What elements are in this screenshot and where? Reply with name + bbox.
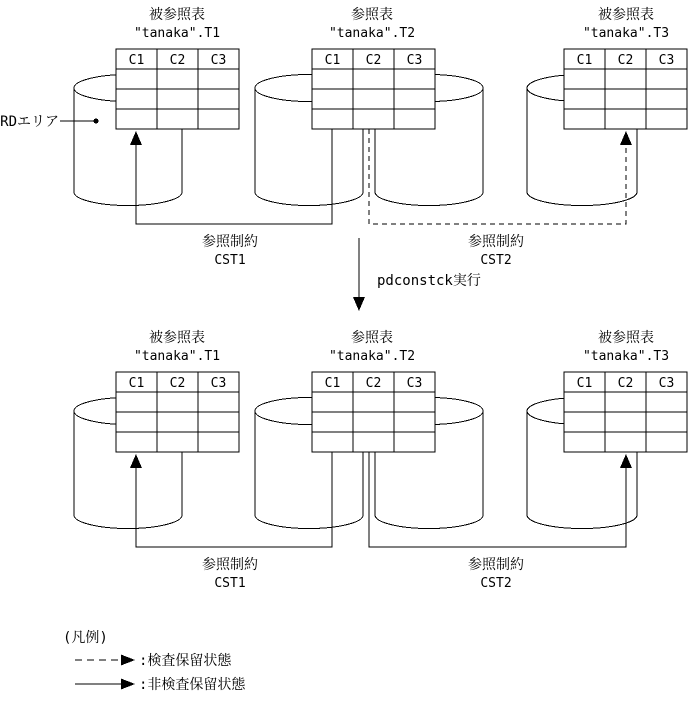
arrowhead-up-icon [130,454,142,468]
constraint-name: CST1 [214,253,246,268]
column-header: C1 [324,53,341,68]
arrowhead-down-icon [353,297,365,311]
legend [63,630,246,693]
constraint-cst2-before [369,129,632,268]
pointer-dot-icon [94,119,99,124]
legend-title: (凡例) [63,630,108,646]
table-role-title: 参照表 [351,330,393,346]
constraint-cst1-after [130,452,332,591]
table-role-title: 被参照表 [149,330,205,346]
arrowhead-up-icon [620,454,632,468]
column-header: C3 [210,376,227,391]
constraint-cst2-after [369,452,632,591]
column-header: C3 [406,376,423,391]
arrowhead-up-icon [620,131,632,145]
transition-label: pdconstck実行 [377,273,481,289]
column-header: C1 [128,53,145,68]
constraint-cst1-before [130,129,332,268]
arrowhead-up-icon [130,131,142,145]
constraint-line [369,129,626,224]
constraint-name: CST2 [480,576,512,591]
column-header: C2 [365,376,382,391]
column-header: C2 [169,53,186,68]
constraint-line [136,452,332,547]
column-header: C1 [128,376,145,391]
transition [353,238,481,311]
column-header: C2 [365,53,382,68]
legend-item-label: :検査保留状態 [139,653,232,669]
column-header: C1 [324,376,341,391]
table-t2-after [312,372,435,452]
column-header: C3 [658,376,675,391]
constraint-line [136,129,332,224]
arrowhead-right-icon [121,679,135,690]
table-t2-before [312,49,435,129]
table-role-title: 被参照表 [149,7,205,23]
column-header: C3 [210,53,227,68]
rd-area-pointer [0,114,98,130]
column-header: C3 [658,53,675,68]
after-state [74,329,687,591]
table-role-title: 被参照表 [598,7,654,23]
legend-item-non-check-pending [75,676,246,693]
column-header: C1 [576,376,593,391]
table-role-title: 参照表 [351,7,393,23]
table-role-title: 被参照表 [598,330,654,346]
rd-area-label: RDエリア [0,114,59,130]
legend-item-check-pending [75,652,232,669]
constraint-label: 参照制約 [202,234,258,250]
table-name-title: "tanaka".T1 [133,349,221,364]
column-header: C3 [406,53,423,68]
constraint-name: CST2 [480,253,512,268]
table-name-title: "tanaka".T2 [328,349,416,364]
column-header: C2 [169,376,186,391]
table-t1-before [116,49,239,129]
table-t3-after [564,372,687,452]
column-header: C2 [617,376,634,391]
constraint-label: 参照制約 [468,557,524,573]
column-header: C2 [617,53,634,68]
table-name-title: "tanaka".T2 [328,26,416,41]
table-name-title: "tanaka".T3 [582,26,670,41]
before-state [0,6,687,268]
arrowhead-right-icon [121,655,135,666]
table-name-title: "tanaka".T1 [133,26,221,41]
constraint-line [369,452,626,547]
table-name-title: "tanaka".T3 [582,349,670,364]
column-header: C1 [576,53,593,68]
constraint-label: 参照制約 [468,234,524,250]
constraint-label: 参照制約 [202,557,258,573]
table-t1-after [116,372,239,452]
legend-item-label: :非検査保留状態 [139,677,246,693]
constraint-name: CST1 [214,576,246,591]
table-t3-before [564,49,687,129]
